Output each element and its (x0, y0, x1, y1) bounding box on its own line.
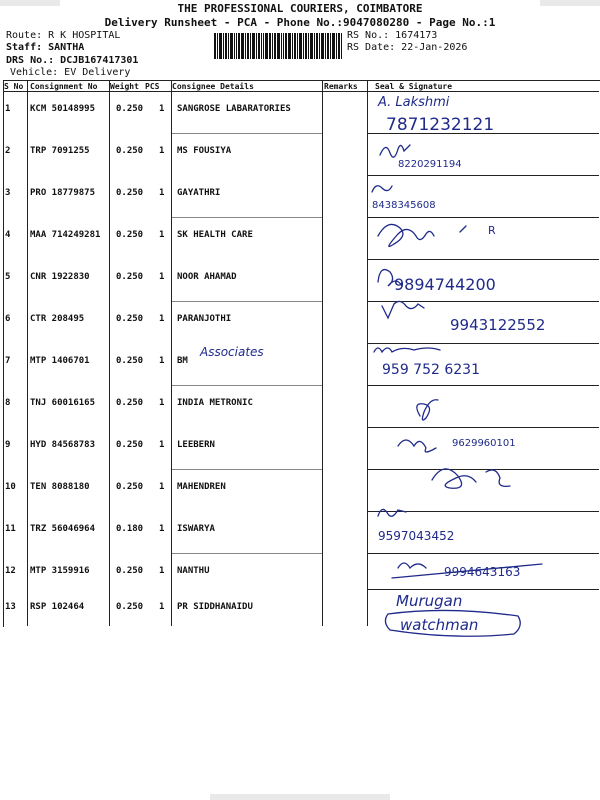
row5-handwritten-phone: 9894744200 (394, 275, 496, 294)
row13-signature-line1: Murugan (396, 592, 463, 610)
row-weight: 0.250 (116, 272, 144, 282)
row-consignee: PR SIDDHANAIDU (177, 602, 253, 612)
row-weight: 0.250 (116, 356, 144, 366)
row-consignee: BM (177, 356, 188, 366)
scan-artifact (0, 0, 60, 6)
row-weight: 0.250 (116, 566, 144, 576)
row7-remark-handwriting: Associates (200, 345, 264, 359)
row-weight: 0.250 (116, 440, 144, 450)
row-pcs: 1 (159, 230, 165, 240)
row-pcs: 1 (159, 272, 165, 282)
row-consignment-no: TRP 7091255 (30, 146, 90, 156)
row-pcs: 1 (159, 602, 165, 612)
route-text: Route: R K HOSPITAL (6, 30, 121, 41)
row7-handwritten-phone: 959 752 6231 (382, 362, 480, 378)
scan-artifact (210, 794, 390, 800)
row9-handwritten-phone: 9629960101 (452, 438, 516, 449)
row-pcs: 1 (159, 566, 165, 576)
row3-handwritten-phone: 8438345608 (372, 200, 436, 211)
row-consignment-no: MAA 714249281 (30, 230, 101, 240)
row-sno: 8 (5, 398, 11, 408)
row-pcs: 1 (159, 482, 165, 492)
row-consignment-no: CTR 208495 (30, 314, 85, 324)
col-header-weight: Weight (110, 82, 139, 91)
row-consignee: SK HEALTH CARE (177, 230, 253, 240)
row2-handwritten-phone: 8220291194 (398, 159, 462, 170)
rs-number: RS No.: 1674173 (347, 30, 438, 41)
col-header-consignee: Consignee Details (172, 82, 254, 91)
row-consignee: MAHENDREN (177, 482, 226, 492)
row-sno: 3 (5, 188, 11, 198)
row-consignee: MS FOUSIYA (177, 146, 232, 156)
row-consignment-no: HYD 84568783 (30, 440, 96, 450)
row-consignee: LEEBERN (177, 440, 215, 450)
row-consignee: NANTHU (177, 566, 210, 576)
row-weight: 0.250 (116, 146, 144, 156)
row6-handwritten-phone: 9943122552 (450, 316, 546, 334)
row-pcs: 1 (159, 146, 165, 156)
row-consignment-no: KCM 50148995 (30, 104, 96, 114)
row1-handwritten-phone: 7871232121 (386, 115, 495, 135)
row-consignment-no: RSP 102464 (30, 602, 85, 612)
row-pcs: 1 (159, 104, 165, 114)
col-header-seal-signature: Seal & Signature (375, 82, 453, 91)
row-weight: 0.250 (116, 230, 144, 240)
drs-number: DRS No.: DCJB167417301 (6, 55, 139, 66)
row-sno: 6 (5, 314, 11, 324)
row-sno: 12 (5, 566, 16, 576)
row-consignment-no: TNJ 60016165 (30, 398, 96, 408)
col-header-sno: S No (4, 82, 24, 91)
row-sno: 1 (5, 104, 11, 114)
row-weight: 0.180 (116, 524, 144, 534)
row-consignment-no: TRZ 56046964 (30, 524, 96, 534)
row1-signature-name: A. Lakshmi (378, 95, 450, 110)
row-sno: 11 (5, 524, 16, 534)
row-pcs: 1 (159, 188, 165, 198)
row-consignee: PARANJOTHI (177, 314, 232, 324)
company-title: THE PROFESSIONAL COURIERS, COIMBATORE (177, 2, 423, 15)
row-weight: 0.250 (116, 482, 144, 492)
col-header-pcs: PCS (145, 82, 160, 91)
row-consignee: SANGROSE LABARATORIES (177, 104, 291, 114)
row-sno: 10 (5, 482, 16, 492)
row-weight: 0.250 (116, 602, 144, 612)
row13-signature-line2: watchman (400, 616, 479, 634)
col-header-consignment: Consignment No (30, 82, 98, 91)
row-consignment-no: PRO 18779875 (30, 188, 96, 198)
row12-handwritten-phone: 9994643163 (444, 565, 521, 579)
row-pcs: 1 (159, 398, 165, 408)
row-consignment-no: CNR 1922830 (30, 272, 90, 282)
row-weight: 0.250 (116, 188, 144, 198)
row-sno: 5 (5, 272, 11, 282)
col-header-remarks: Remarks (324, 82, 358, 91)
rs-date: RS Date: 22-Jan-2026 (347, 42, 468, 53)
row-consignee: NOOR AHAMAD (177, 272, 237, 282)
row-consignee: GAYATHRI (177, 188, 221, 198)
row-consignment-no: TEN 8088180 (30, 482, 90, 492)
row-weight: 0.250 (116, 104, 144, 114)
row11-handwritten-phone: 9597043452 (378, 529, 455, 543)
vehicle-text: Vehicle: EV Delivery (10, 67, 131, 78)
row-weight: 0.250 (116, 398, 144, 408)
row-consignee: INDIA METRONIC (177, 398, 253, 408)
row-weight: 0.250 (116, 314, 144, 324)
staff-text: Staff: SANTHA (6, 42, 85, 53)
svg-text:R: R (488, 224, 496, 237)
row-pcs: 1 (159, 440, 165, 450)
row-consignment-no: MTP 3159916 (30, 566, 90, 576)
scan-artifact (540, 0, 600, 6)
row-pcs: 1 (159, 314, 165, 324)
runsheet-subtitle: Delivery Runsheet - PCA - Phone No.:9047080280 - Page No.:1 (104, 16, 496, 29)
row-sno: 2 (5, 146, 11, 156)
row-sno: 4 (5, 230, 11, 240)
row-consignee: ISWARYA (177, 524, 215, 534)
row-sno: 13 (5, 602, 16, 612)
row-sno: 7 (5, 356, 11, 366)
row-pcs: 1 (159, 356, 165, 366)
row-consignment-no: MTP 1406701 (30, 356, 90, 366)
row-sno: 9 (5, 440, 11, 450)
row-pcs: 1 (159, 524, 165, 534)
